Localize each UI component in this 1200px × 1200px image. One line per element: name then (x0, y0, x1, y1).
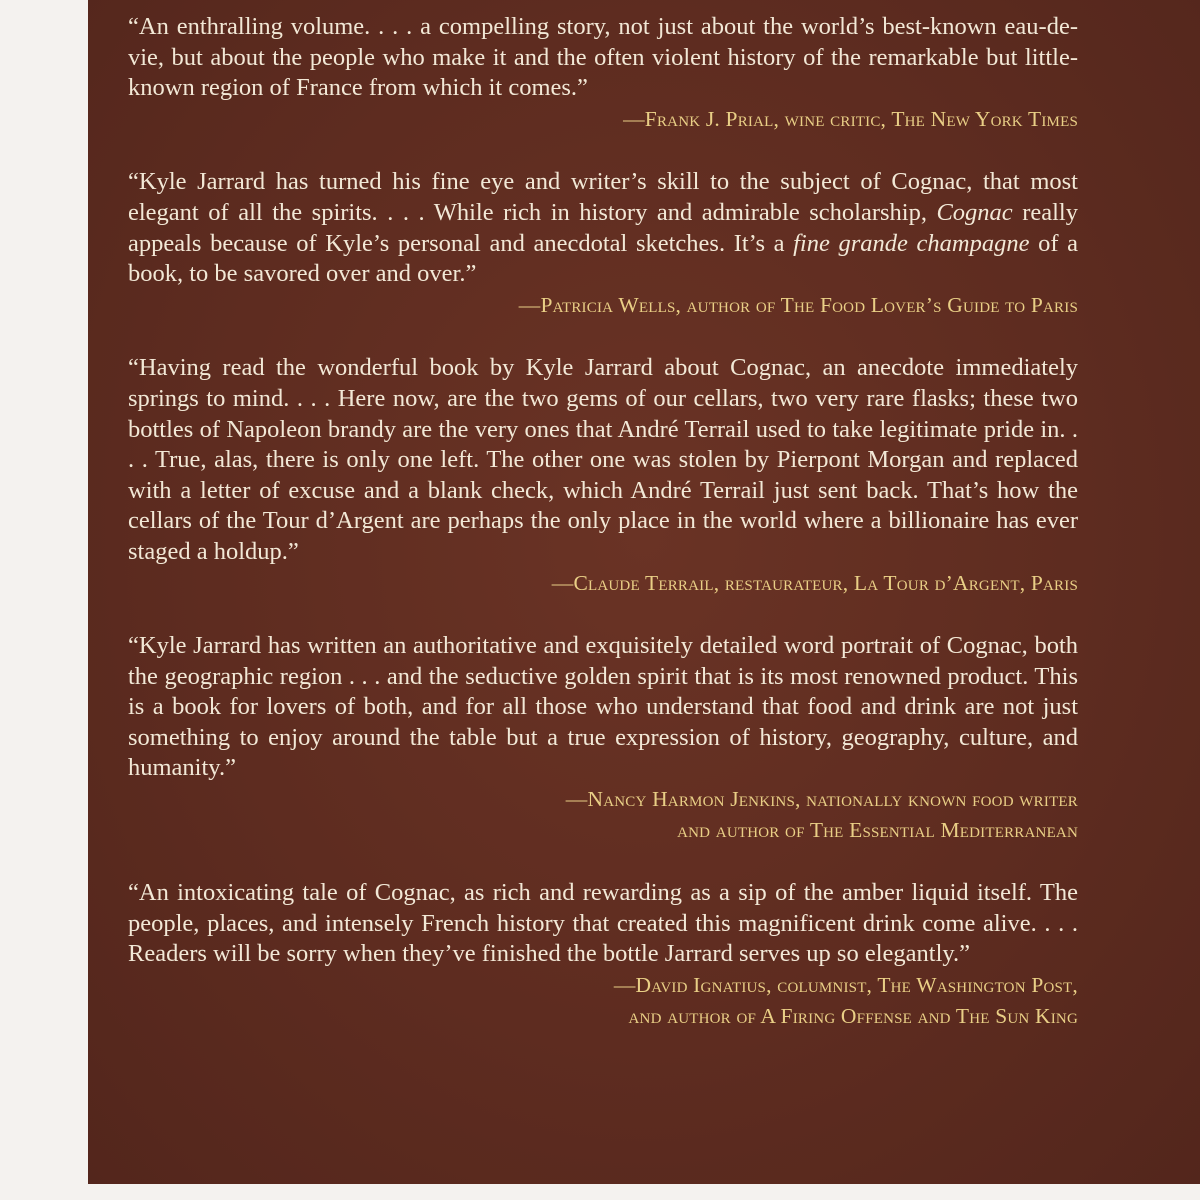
blurb-quote: “Kyle Jarrard has written an authoritative and exquisitely detailed word portrait of Cognac, both the geographic region . . . and the seductive golden spirit that is its most renowned product. This is a book for lovers of both, and for all those who understand that food and drink are not just something to enjoy around the table but a true expression of history, geography, culture, and humanity.” (128, 632, 1078, 782)
blurb-attribution (128, 970, 1078, 1031)
quote-italic-title: Cognac (936, 198, 1013, 226)
blurb-attribution-line: and author of The Essential Mediterranean (677, 817, 1078, 842)
blurb-attribution-line: —Patricia Wells, author of The Food Lover’s Guide to Paris (518, 292, 1078, 317)
blurb-attribution (128, 568, 1078, 599)
page-edge-left (0, 0, 88, 1200)
blurb-attribution-line: and author of A Firing Offense and The Sun King (628, 1003, 1078, 1028)
blurb-attribution-line: —Nancy Harmon Jenkins, nationally known food writer (565, 787, 1078, 812)
blurb-5 (128, 878, 1078, 1031)
blurb-attribution (128, 104, 1078, 135)
blurb-3 (128, 353, 1078, 598)
quote-text: of a book, to be savored over and over.” (128, 229, 1078, 288)
quote-italic-phrase: fine grande champagne (793, 229, 1030, 257)
quote-text: really appeals because of Kyle’s personal and anecdotal sketches. It’s a (128, 198, 1078, 257)
blurb-quote (128, 167, 1078, 289)
blurb-quote: “An enthralling volume. . . . a compelling story, not just about the world’s best-known eau-de-vie, but about the people who make it and the often violent history of the remarkable but little-known region of France from which it comes.” (128, 13, 1078, 102)
blurb-attribution-line: —David Ignatius, columnist, The Washington Post, (613, 973, 1078, 998)
page-edge-bottom (0, 1184, 1200, 1200)
blurb-attribution (128, 784, 1078, 845)
blurb-quote: “An intoxicating tale of Cognac, as rich and rewarding as a sip of the amber liquid itself. The people, places, and intensely French history that created this magnificent drink come alive. . . . Readers will be sorry when they’ve finished the bottle Jarrard serves up so elegantly.” (128, 879, 1078, 968)
blurb-1 (128, 12, 1078, 134)
blurbs-column (128, 12, 1078, 1064)
blurb-attribution (128, 290, 1078, 321)
quote-text: “Kyle Jarrard has turned his fine eye and writer’s skill to the subject of Cognac, that most elegant of all the spirits. . . . While rich in history and admirable scholarship, (128, 168, 1078, 226)
blurb-attribution-line: —Frank J. Prial, wine critic, The New York Times (623, 106, 1078, 131)
blurb-quote: “Having read the wonderful book by Kyle Jarrard about Cognac, an anecdote immediately springs to mind. . . . Here now, are the two gems of our cellars, two very rare flasks; these two bottles of Napoleon brandy are the very ones that André Terrail used to take legitimate pride in. . . . True, alas, there is only one left. The other one was stolen by Pierpont Morgan and replaced with a letter of excuse and a blank check, which André Terrail just sent back. That’s how the cellars of the Tour d’Argent are perhaps the only place in the world where a billionaire has ever staged a holdup.” (128, 354, 1078, 565)
blurb-4 (128, 631, 1078, 845)
blurb-attribution-line: —Claude Terrail, restaurateur, La Tour d’Argent, Paris (551, 570, 1078, 595)
blurb-2 (128, 167, 1078, 320)
